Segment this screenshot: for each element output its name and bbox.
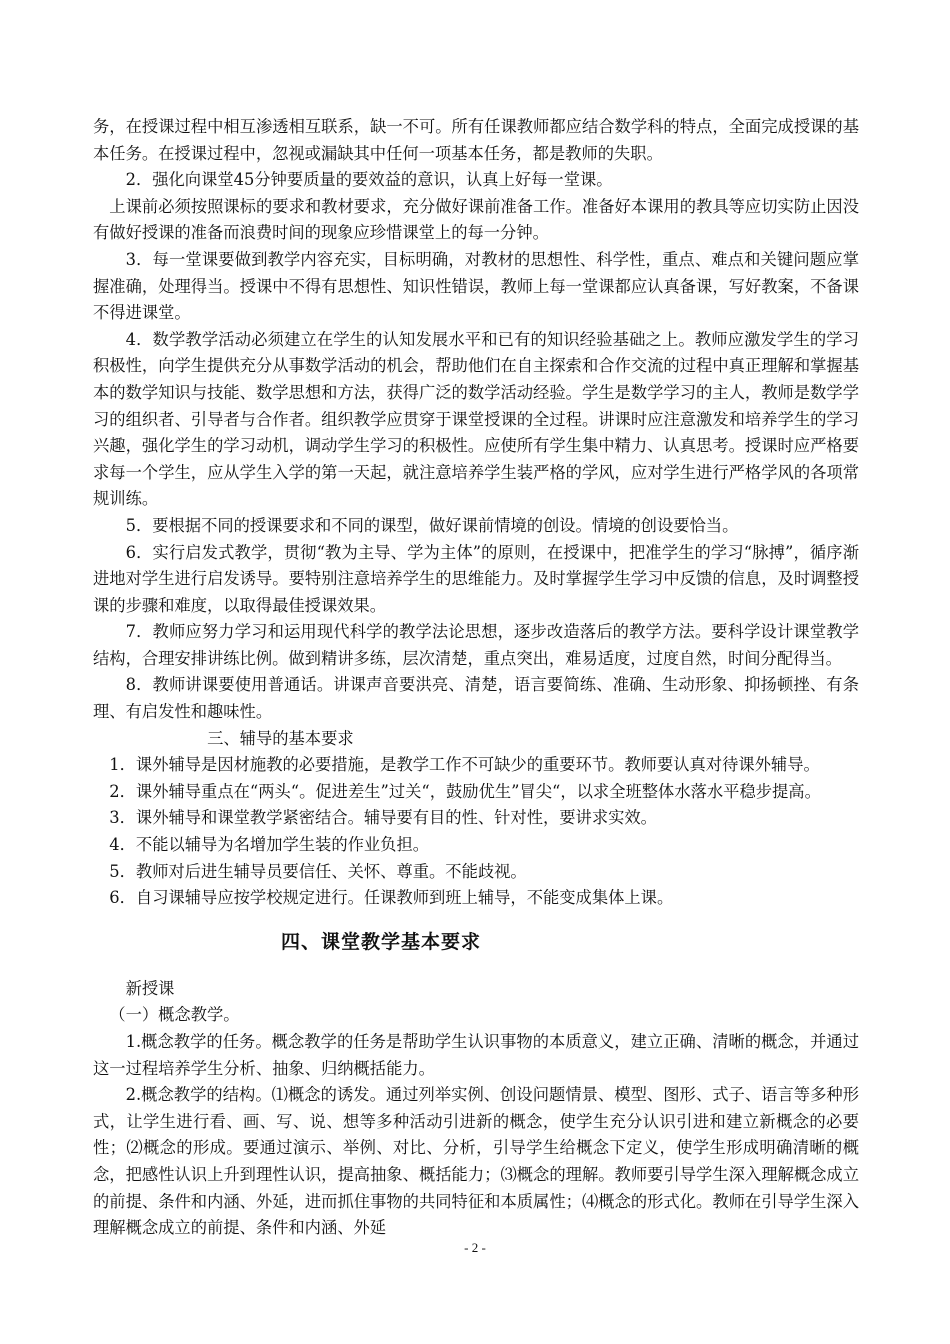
paragraph: （一）概念教学。 <box>109 1005 240 1025</box>
list-item: 4．不能以辅导为名增加学生装的作业负担。 <box>109 835 430 855</box>
list-item: 2．课外辅导重点在“两头“。促进差生”过关“，鼓励优生”冒尖“，以求全班整体水落水平稳步提高。 <box>109 781 821 801</box>
list-item: 6．自习课辅导应按学校规定进行。任课教师到班上辅导，不能变成集体上课。 <box>109 888 674 908</box>
paragraph: 上课前必须按照课标的要求和教材要求，充分做好课前准备工作。准备好本课用的教具等应切实防止因没有做好授课的准备而浪费时间的现象应珍惜课堂上的每一分钟。 <box>93 196 859 243</box>
paragraph: 6．实行启发式教学，贯彻“教为主导、学为主体”的原则，在授课中，把准学生的学习“脉搏”，循序渐进地对学生进行启发诱导。要特别注意培养学生的思维能力。及时掌握学生学习中反馈的信息，及时调整授课的步骤和难度，以取得最佳授课效果。 <box>93 542 859 615</box>
page-number: - 2 - <box>464 1240 486 1255</box>
list-item: 5．教师对后进生辅导员要信任、关怀、尊重。不能歧视。 <box>109 861 527 881</box>
paragraph: 2．强化向课堂45分钟要质量的要效益的意识，认真上好每一堂课。 <box>125 170 613 190</box>
paragraph: 7．教师应努力学习和运用现代科学的教学法论思想，逐步改造落后的教学方法。要科学设计课堂教学结构，合理安排讲练比例。做到精讲多练，层次清楚，重点突出，难易适度，过度自然，时间分配得当。 <box>93 622 859 668</box>
paragraph: 新授课 <box>125 978 175 998</box>
paragraph: 4．数学教学活动必须建立在学生的认知发展水平和已有的知识经验基础之上。教师应激发学生的学习积极性，向学生提供充分从事数学活动的机会，帮助他们在自主探索和合作交流的过程中真正理解和掌握基本的数学知识与技能、数学思想和方法，获得广泛的数学活动经验。学生是数学学习的主人，教师是数学学习的组织者、引导者与合作者。组织教学应贯穿于课堂授课的全过程。讲课时应注意激发和培养学生的学习兴趣，强化学生的学习动机，调动学生学习的积极性。应使所有学生集中精力、认真思考。授课时应严格要求每一个学生，应从学生入学的第一天起，就注意培养学生装严格的学风，应对学生进行严格学风的各项常规训练。 <box>93 329 859 509</box>
list-item: 3．课外辅导和课堂教学紧密结合。辅导要有目的性、针对性，要讲求实效。 <box>109 808 657 828</box>
paragraph: 8．教师讲课要使用普通话。讲课声音要洪亮、清楚，语言要简练、准确、生动形象、抑扬顿挫、有条理、有启发性和趣味性。 <box>93 675 859 722</box>
document-page <box>93 114 859 1242</box>
chapter-heading: 四、课堂教学基本要求 <box>281 930 482 953</box>
paragraph: 5．要根据不同的授课要求和不同的课型，做好课前情境的创设。情境的创设要恰当。 <box>125 515 739 535</box>
paragraph: 务，在授课过程中相互渗透相互联系，缺一不可。所有任课教师都应结合数学科的特点，全面完成授课的基本任务。在授课过程中，忽视或漏缺其中任何一项基本任务，都是教师的失职。 <box>93 117 859 163</box>
paragraph: 2.概念教学的结构。⑴概念的诱发。通过列举实例、创设问题情景、模型、图形、式子、语言等多种形式，让学生进行看、画、写、说、想等多种活动引进新的概念，使学生充分认识引进和建立新概念的必要性；⑵概念的形成。要通过演示、举例、对比、分析，引导学生给概念下定义，使学生形成明确清晰的概念，把感性认识上升到理性认识，提高抽象、概括能力；⑶概念的理解。教师要引导学生深入理解概念成立的前提、条件和内涵、外延，进而抓住事物的共同特征和本质属性；⑷概念的形式化。教师在引导学生深入理解概念成立的前提、条件和内涵、外延 <box>93 1085 859 1238</box>
paragraph: 3．每一堂课要做到教学内容充实，目标明确，对教材的思想性、科学性，重点、难点和关键问题应掌握准确，处理得当。授课中不得有思想性、知识性错误，教师上每一堂课都应认真备课，写好教案，不备课不得进课堂。 <box>93 249 859 323</box>
paragraph: 1.概念教学的任务。概念教学的任务是帮助学生认识事物的本质意义，建立正确、清晰的概念，并通过这一过程培养学生分析、抽象、归纳概括能力。 <box>93 1032 859 1078</box>
section-heading: 三、辅导的基本要求 <box>207 728 354 748</box>
list-item: 1．课外辅导是因材施教的必要措施，是教学工作不可缺少的重要环节。教师要认真对待课外辅导。 <box>109 755 820 775</box>
